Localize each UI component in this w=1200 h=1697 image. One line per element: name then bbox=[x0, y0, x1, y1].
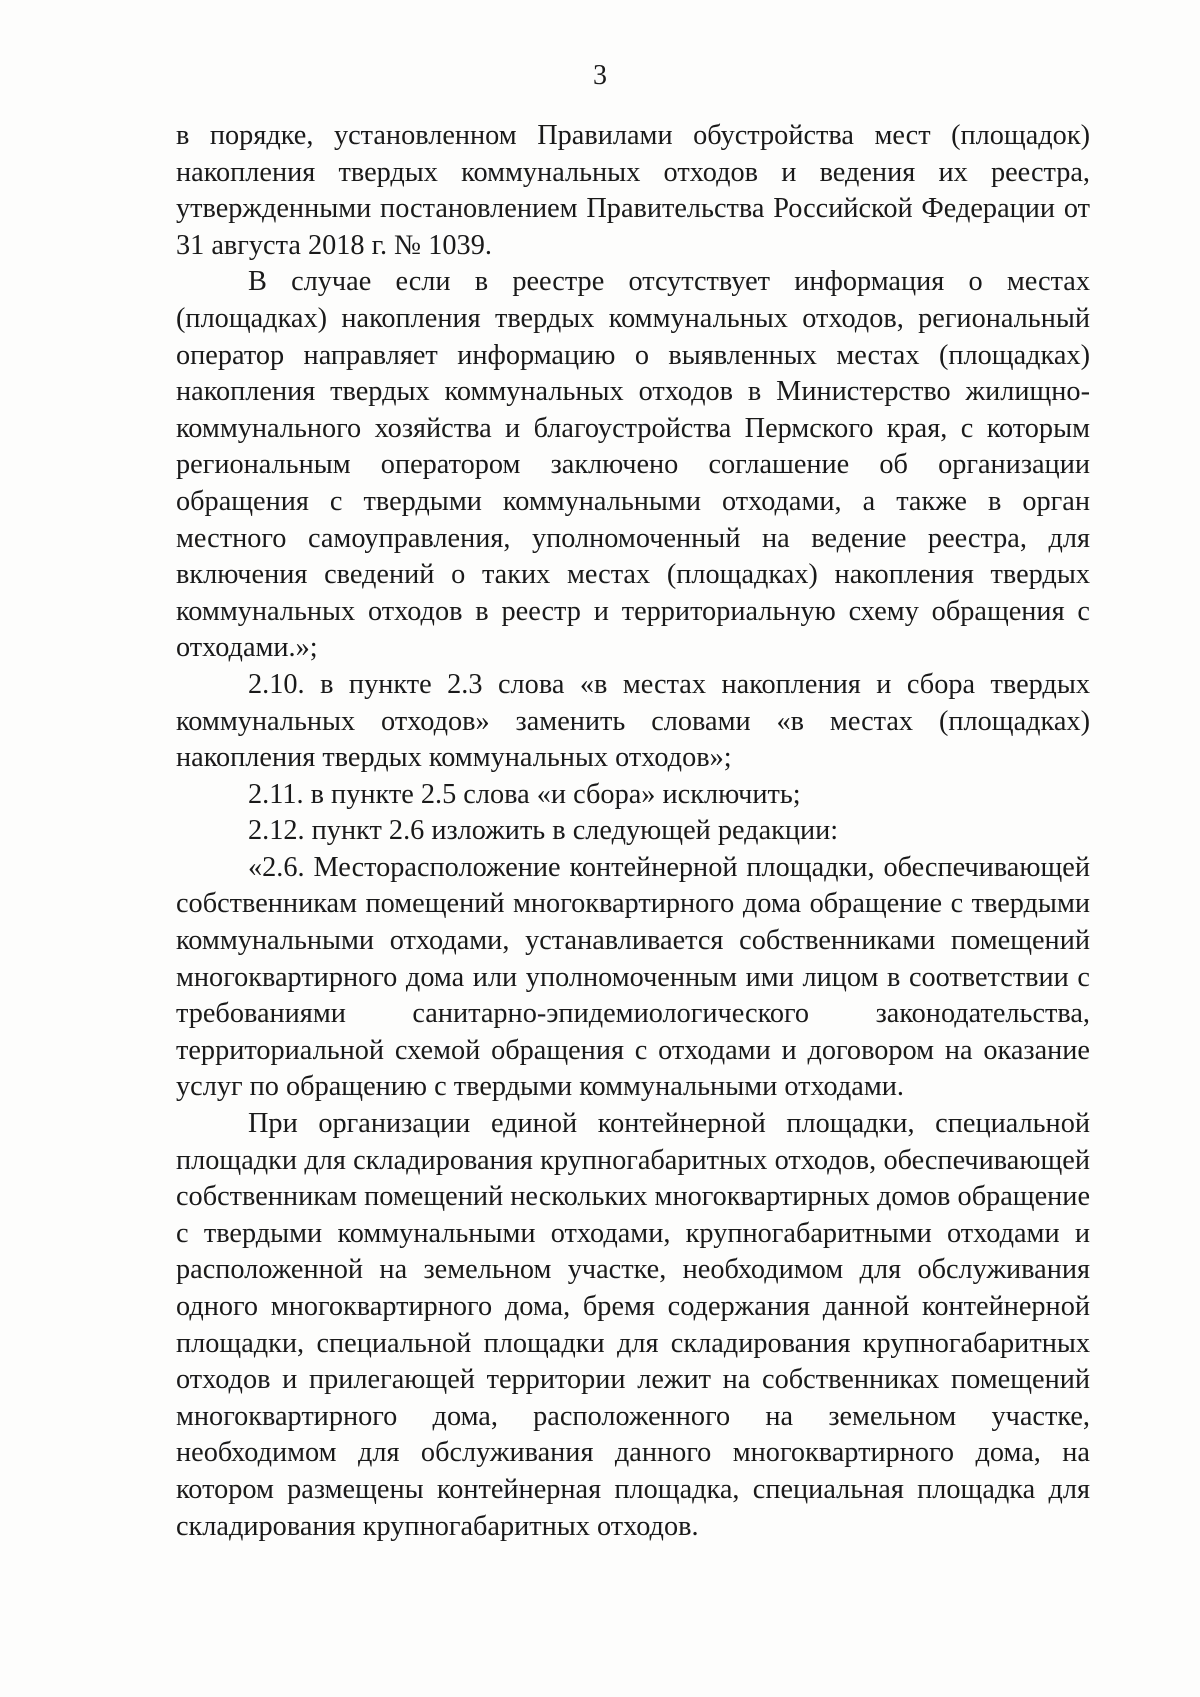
paragraph-registry-info: В случае если в реестре отсутствует информация о местах (площадках) накопления твердых коммунальных отходов, региональный оператор направляет информацию о выявленных местах (площадках) накопления твердых коммунальных отходов в Министерство жилищно-коммунального хозяйства и благоустройства Пермского края, с которым региональным оператором заключено соглашение об организации обращения с твердыми коммунальными отходами, а также в орган местного самоуправления, уполномоченный на ведение реестра, для включения сведений о таких местах (площадках) накопления твердых коммунальных отходов в реестр и территориальную схему обращения с отходами.»; bbox=[176, 266, 1090, 664]
paragraph-item-2-12: 2.12. пункт 2.6 изложить в следующей редакции: bbox=[248, 815, 839, 847]
paragraph-item-2-11: 2.11. в пункте 2.5 слова «и сбора» исключить; bbox=[248, 778, 801, 810]
page-number: 3 bbox=[593, 60, 607, 91]
paragraph-item-2-10: 2.10. в пункте 2.3 слова «в местах накопления и сбора твердых коммунальных отходов» заменить словами «в местах (площадках) накопления твердых коммунальных отходов»; bbox=[176, 668, 1090, 774]
paragraph-shared-site: При организации единой контейнерной площадки, специальной площадки для складирования крупногабаритных отходов, обеспечивающей собственникам помещений нескольких многоквартирных домов обращение с твердыми коммунальными отходами, крупногабаритными отходами и расположенной на земельном участке, необходимом для обслуживания одного многоквартирного дома, бремя содержания данной контейнерной площадки, специальной площадки для складирования крупногабаритных отходов и прилегающей территории лежит на собственниках помещений многоквартирного дома, расположенного на земельном участке, необходимом для обслуживания данного многоквартирного дома, на котором размещены контейнерная площадка, специальная площадка для складирования крупногабаритных отходов. bbox=[176, 1108, 1090, 1542]
document-body bbox=[176, 118, 1090, 1545]
paragraph-continuation: в порядке, установленном Правилами обустройства мест (площадок) накопления твердых коммунальных отходов и ведения их реестра, утвержденными постановлением Правительства Российской Федерации от 31 августа 2018 г. № 1039. bbox=[176, 120, 1090, 261]
paragraph-clause-2-6: «2.6. Месторасположение контейнерной площадки, обеспечивающей собственникам помещений многоквартирного дома обращение с твердыми коммунальными отходами, устанавливается собственниками помещений многоквартирного дома или уполномоченным ими лицом в соответствии с требованиями санитарно-эпидемиологического законодательства, территориальной схемой обращения с отходами и договором на оказание услуг по обращению с твердыми коммунальными отходами. bbox=[176, 851, 1090, 1103]
